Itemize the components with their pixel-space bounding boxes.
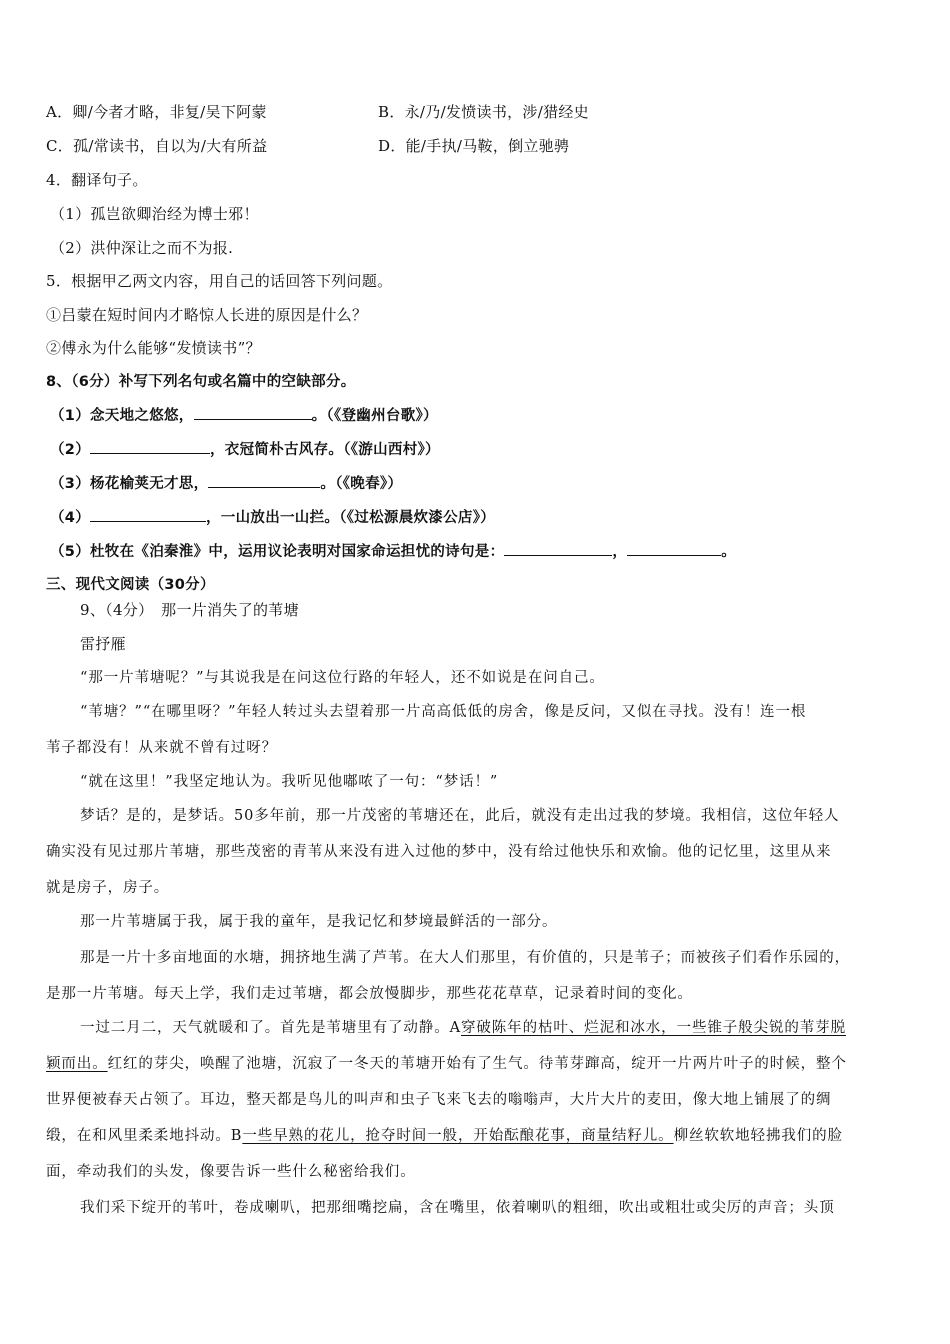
q8-line-5-prefix: （5）杜牧在《泊秦淮》中，运用议论表明对国家命运担忧的诗句是： — [50, 544, 505, 560]
article-paragraph-7-line-5: 面，牵动我们的头发，像要告诉一些什么秘密给我们。 — [46, 1164, 416, 1180]
article-paragraph-8-line-1: 我们采下绽开的苇叶，卷成喇叭，把那细嘴挖扁，含在嘴里，依着喇叭的粗细，吹出或粗壮或尖厉的声音；头顶 — [80, 1200, 835, 1216]
q8-line-3 — [50, 473, 402, 494]
q8-line-1-suffix: 。（《登幽州台歌》） — [311, 408, 438, 424]
article-paragraph-4-line-3: 就是房子，房子。 — [46, 880, 170, 896]
q8-line-2-suffix: ，衣冠简朴古风存。（《游山西村》） — [210, 442, 440, 458]
q8-line-4-prefix: （4） — [50, 510, 90, 526]
q8-line-4 — [50, 507, 495, 528]
q8-line-2-prefix: （2） — [50, 442, 90, 458]
q5-title: 5．根据甲乙两文内容，用自己的话回答下列问题。 — [46, 272, 393, 290]
underlined-sentence-a-part-2: 颖而出。 — [46, 1056, 108, 1072]
q8-blank-5a[interactable] — [504, 541, 612, 556]
paragraph-7-line-4-tail: 柳丝软软地轻拂我们的脸 — [673, 1128, 843, 1144]
q4-sentence-1: （1）孤岂欲卿治经为博士邪！ — [50, 205, 259, 223]
article-paragraph-6-line-1: 那是一片十多亩地面的水塘，拥挤地生满了芦苇。在大人们那里，有价值的，只是苇子；而被孩子们看作乐园的， — [80, 950, 850, 966]
q8-line-2 — [50, 439, 440, 460]
article-paragraph-5: 那一片苇塘属于我，属于我的童年，是我记忆和梦境最鲜活的一部分。 — [80, 914, 558, 930]
q8-line-1-prefix: （1）念天地之悠悠， — [50, 408, 194, 424]
article-paragraph-7-line-1 — [80, 1018, 846, 1038]
q3-option-a: A．卿/今者才略，非复/吴下阿蒙 — [46, 103, 267, 121]
article-paragraph-6-line-2: 是那一片苇塘。每天上学，我们走过苇塘，都会放慢脚步，那些花花草草，记录着时间的变化。 — [46, 986, 693, 1002]
q5-question-2: ②傅永为什么能够“发愤读书”？ — [46, 339, 261, 357]
section-3-heading: 三、现代文阅读（30分） — [46, 577, 215, 593]
article-paragraph-7-line-3: 世界便被春天占领了。耳边，整天都是鸟儿的叫声和虫子飞来飞去的嗡嗡声，大片大片的麦田，像大地上铺展了的绸 — [46, 1092, 832, 1108]
article-paragraph-1: “那一片苇塘呢？”与其说我是在问这位行路的年轻人，还不如说是在问自己。 — [80, 670, 605, 686]
q8-title: 8、（6分）补写下列名句或名篇中的空缺部分。 — [46, 374, 356, 390]
q8-blank-5b[interactable] — [627, 541, 721, 556]
q3-option-d: D．能/手执/马鞍，倒立驰骋 — [378, 137, 570, 155]
q8-blank-4[interactable] — [90, 507, 206, 522]
article-paragraph-2-line-1: “苇塘？”“在哪里呀？”年轻人转过头去望着那一片高高低低的房舍，像是反问，又似在寻找。没有！连一根 — [80, 704, 807, 720]
paragraph-7-line-1-text: 一过二月二，天气就暖和了。首先是苇塘里有了动静。A — [80, 1020, 461, 1036]
q4-title: 4．翻译句子。 — [46, 171, 148, 189]
q8-line-4-suffix: ，一山放出一山拦。（《过松源晨炊漆公店》） — [206, 510, 496, 526]
q5-question-1: ①吕蒙在短时间内才略惊人长进的原因是什么？ — [46, 306, 368, 324]
q3-option-c: C．孤/常读书，自以为/大有所益 — [46, 137, 268, 155]
q9-title: 9、（4分） 那一片消失了的苇塘 — [80, 601, 299, 619]
q8-blank-2[interactable] — [90, 439, 210, 454]
article-paragraph-4-line-1: 梦话？是的，是梦话。50多年前，那一片茂密的苇塘还在，此后，就没有走出过我的梦境。我相信，这位年轻人 — [80, 808, 840, 824]
paragraph-7-line-2-text: 红红的芽尖，唤醒了池塘，沉寂了一冬天的苇塘开始有了生气。待苇芽蹿高，绽开一片两片叶子的时候，整个 — [107, 1056, 847, 1072]
article-paragraph-2-line-2: 苇子都没有！从来就不曾有过呀？ — [46, 740, 277, 756]
q8-line-3-prefix: （3）杨花榆荚无才思， — [50, 476, 209, 492]
q8-blank-3[interactable] — [208, 473, 320, 488]
q3-option-b: B．永/乃/发愤读书，涉/猎经史 — [378, 103, 589, 121]
underlined-sentence-b: 一些早熟的花儿，抢夺时间一般，开始酝酿花事，商量结籽儿。 — [242, 1128, 674, 1144]
q8-line-1 — [50, 405, 438, 426]
q8-line-5-separator: ， — [612, 544, 628, 560]
q8-line-3-suffix: 。（《晚春》） — [320, 476, 403, 492]
article-paragraph-7-line-2 — [46, 1054, 847, 1074]
q8-line-5 — [50, 541, 736, 562]
article-paragraph-7-line-4 — [46, 1126, 843, 1146]
paragraph-7-line-4-text: 缎，在和风里柔柔地抖动。B — [46, 1128, 243, 1144]
q8-blank-1[interactable] — [194, 405, 312, 420]
underlined-sentence-a-part-1: 穿破陈年的枯叶、烂泥和冰水，一些锥子般尖锐的苇芽脱 — [460, 1020, 846, 1036]
q8-line-5-suffix: 。 — [721, 544, 737, 560]
article-author: 雷抒雁 — [80, 635, 126, 653]
article-paragraph-4-line-2: 确实没有见过那片苇塘，那些茂密的青苇从来没有进入过他的梦中，没有给过他快乐和欢愉。他的记忆里，这里从来 — [46, 844, 832, 860]
article-paragraph-3: “就在这里！”我坚定地认为。我听见他嘟哝了一句：“梦话！” — [80, 774, 499, 790]
q4-sentence-2: （2）洪仲深让之而不为报. — [50, 239, 234, 257]
